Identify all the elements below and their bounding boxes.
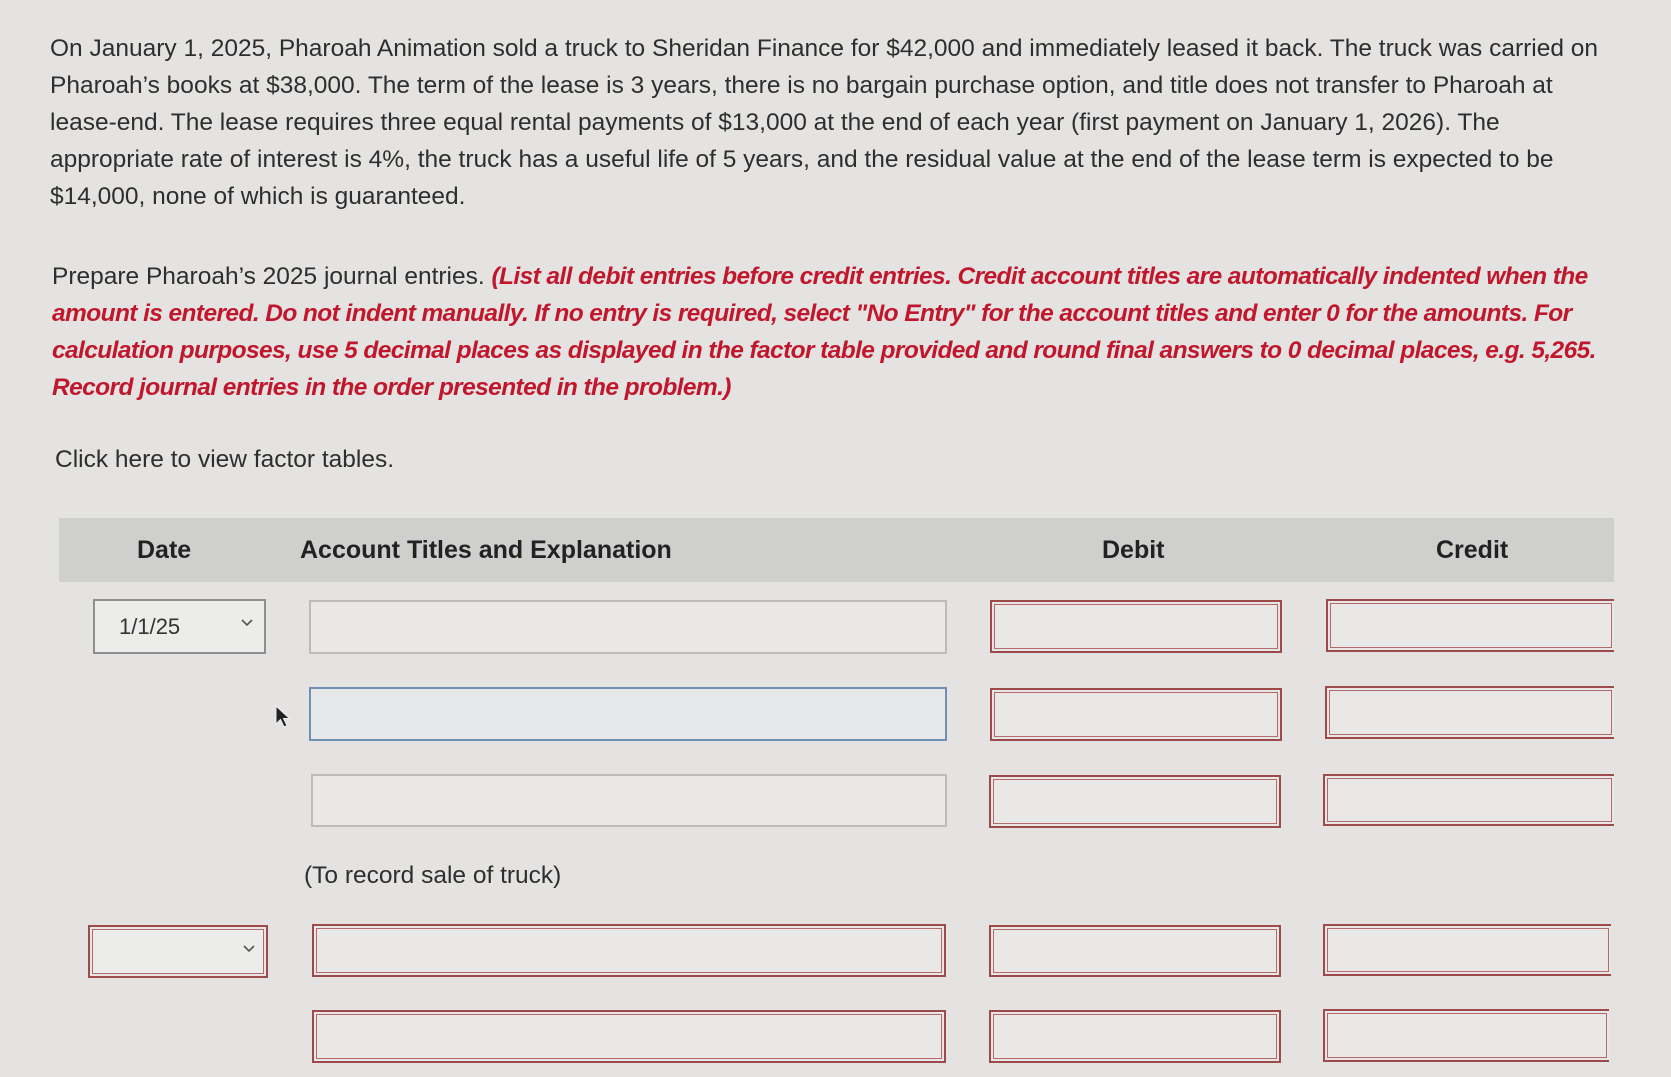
chevron-down-icon — [240, 615, 254, 629]
entry2-credit-row2[interactable] — [1323, 1009, 1609, 1062]
header-date: Date — [137, 536, 192, 564]
entry1-debit-row1[interactable] — [990, 600, 1282, 653]
header-account: Account Titles and Explanation — [300, 536, 672, 564]
journal-table-header — [59, 518, 1614, 582]
header-debit: Debit — [1102, 536, 1165, 564]
entry1-credit-row1[interactable] — [1326, 599, 1614, 652]
entry1-credit-row3[interactable] — [1323, 774, 1614, 826]
entry1-credit-row2[interactable] — [1325, 686, 1614, 739]
header-credit: Credit — [1436, 536, 1509, 564]
entry2-account-row2[interactable] — [312, 1010, 946, 1063]
entry2-debit-row2[interactable] — [989, 1010, 1281, 1063]
entry1-debit-row3[interactable] — [989, 775, 1281, 828]
problem-statement: On January 1, 2025, Pharoah Animation sold a truck to Sheridan Finance for $42,000 and immediately leased it back. The truck was carried on Pharoah’s books at $38,000. The term of the lease is 3 years, there is no bargain purchase option, and title does not transfer to Pharoah at lease-end. The lease requires three equal rental payments of $13,000 at the end of each year (first payment on January 1, 2026). The appropriate rate of interest is 4%, the truck has a useful life of 5 years, and the residual value at the end of the lease term is expected to be $14,000, none of which is guaranteed. — [50, 35, 1599, 210]
factor-tables-link[interactable]: Click here to view factor tables. — [55, 446, 395, 473]
entry1-debit-row2[interactable] — [990, 688, 1282, 741]
instructions-note: (List all debit entries before credit entries. Credit account titles are automatically indented when the amount is entered. Do not indent manually. If no entry is required, select "No Entry" for the account titles and enter 0 for the amounts. For calculation purposes, use 5 decimal places as displayed in the factor table provided and round final answers to 0 decimal places, e.g. 5,265. Record journal entries in the order presented in the problem.) — [52, 263, 1596, 401]
entry1-caption: (To record sale of truck) — [304, 862, 562, 889]
entry1-account-row1[interactable] — [309, 600, 947, 654]
entry1-date-value: 1/1/25 — [119, 614, 181, 639]
entry2-date-select[interactable] — [88, 925, 268, 978]
entry2-debit-row1[interactable] — [989, 925, 1281, 977]
instructions — [52, 258, 1622, 406]
entry1-account-row3[interactable] — [311, 774, 947, 827]
entry2-credit-row1[interactable] — [1323, 924, 1611, 976]
entry2-account-row1[interactable] — [312, 924, 946, 977]
entry1-account-row2[interactable] — [309, 687, 947, 741]
chevron-down-icon — [242, 941, 256, 955]
entry1-date-select[interactable] — [93, 599, 266, 654]
instructions-lead: Prepare Pharoah’s 2025 journal entries. — [52, 263, 485, 290]
mouse-pointer-icon — [275, 705, 293, 729]
